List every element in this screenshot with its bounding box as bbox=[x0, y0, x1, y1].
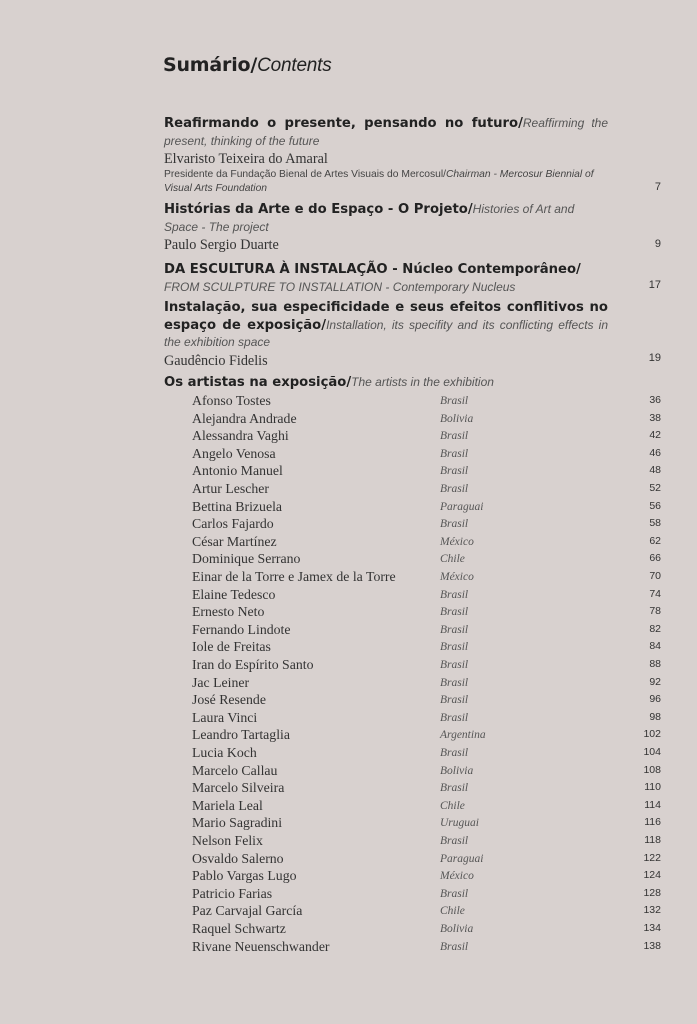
entry-title-pt: Instalação, sua especificidade e seus efeitos conflitivos no espaço de exposição/ bbox=[164, 300, 608, 333]
artist-name: Nelson Felix bbox=[192, 833, 263, 848]
artist-country: Brasil bbox=[440, 835, 469, 847]
artist-name: Raquel Schwartz bbox=[192, 921, 286, 936]
artist-name: Pablo Vargas Lugo bbox=[192, 868, 297, 884]
artist-page-number: 38 bbox=[649, 411, 661, 424]
entry-title bbox=[164, 201, 608, 236]
artist-row[interactable] bbox=[0, 656, 697, 674]
artist-country: Brasil bbox=[440, 887, 469, 900]
entry-title bbox=[164, 115, 608, 150]
artist-page-number: 42 bbox=[649, 429, 661, 442]
artist-name: Alessandra Vaghi bbox=[192, 428, 289, 444]
artist-country: Bolivia bbox=[440, 923, 474, 935]
artist-page-number: 66 bbox=[649, 552, 661, 565]
artist-name: Ernesto Neto bbox=[192, 604, 265, 620]
artist-name: Artur Lescher bbox=[192, 481, 269, 496]
artist-country: Brasil bbox=[440, 782, 469, 795]
artist-page-number: 138 bbox=[643, 939, 661, 952]
entry-author: Gaudêncio Fidelis bbox=[164, 352, 268, 369]
entry-title-pt: Histórias da Arte e do Espaço - O Projeto/ bbox=[164, 202, 473, 217]
artist-row[interactable] bbox=[0, 498, 697, 516]
artist-country: Brasil bbox=[440, 694, 469, 707]
artist-row[interactable] bbox=[0, 515, 697, 533]
artist-country: Brasil bbox=[440, 465, 469, 478]
artist-row[interactable] bbox=[0, 902, 697, 920]
entry-title: DA ESCULTURA À INSTALAÇÃO - Núcleo Contemporâneo/ bbox=[164, 262, 581, 277]
artist-country: Brasil bbox=[440, 641, 469, 654]
artist-page-number: 116 bbox=[644, 816, 661, 829]
artist-name: Angelo Venosa bbox=[192, 445, 276, 461]
artist-row[interactable] bbox=[0, 603, 697, 621]
artist-page-number: 92 bbox=[649, 675, 661, 688]
artist-row[interactable] bbox=[0, 779, 697, 797]
artist-row[interactable] bbox=[0, 674, 697, 692]
artist-name: Afonso Tostes bbox=[192, 393, 271, 408]
entry-title-en: Installation, its specifity and its conflicting effects in the exhibition space bbox=[164, 317, 608, 349]
artist-page-number: 88 bbox=[649, 658, 661, 670]
artist-country: Brasil bbox=[440, 940, 469, 953]
toc-entry-sculpture[interactable] bbox=[164, 261, 624, 296]
toc-entry-reaffirming[interactable] bbox=[164, 115, 608, 195]
artist-name: Iole de Freitas bbox=[192, 639, 271, 655]
artist-country: Chile bbox=[440, 553, 465, 566]
artist-name: César Martínez bbox=[192, 533, 277, 549]
artist-country: Paraguai bbox=[440, 500, 484, 513]
artist-name: Laura Vinci bbox=[192, 709, 258, 725]
artist-country: Brasil bbox=[440, 430, 469, 443]
page-title bbox=[163, 54, 332, 77]
role-pt: Presidente da Fundação Bienal de Artes Visuais do Mercosul/ bbox=[164, 169, 446, 180]
artist-page-number: 114 bbox=[644, 798, 661, 811]
artist-name: Marcelo Callau bbox=[192, 762, 278, 778]
artist-page-number: 78 bbox=[649, 605, 661, 618]
entry-title-en: The artists in the exhibition bbox=[351, 375, 494, 389]
entry-page-number: 17 bbox=[648, 279, 661, 291]
artist-page-number: 58 bbox=[649, 517, 661, 530]
artist-row[interactable] bbox=[0, 814, 697, 832]
artist-row[interactable] bbox=[0, 709, 697, 727]
artist-country: Brasil bbox=[440, 711, 469, 724]
artist-page-number: 48 bbox=[649, 464, 661, 477]
artist-name: Antonio Manuel bbox=[192, 463, 283, 479]
artist-row[interactable] bbox=[0, 832, 697, 850]
artist-country: México bbox=[440, 571, 474, 583]
artist-name: Dominique Serrano bbox=[192, 551, 301, 567]
artist-country: México bbox=[440, 535, 474, 548]
artist-row[interactable] bbox=[0, 427, 697, 445]
entry-title-en: Histories of Art and Space - The project bbox=[164, 202, 575, 234]
role-en: Chairman - Mercosur Biennial of Visual Arts Foundation bbox=[164, 169, 594, 194]
toc-entry-installation[interactable] bbox=[164, 299, 608, 370]
artist-country: Chile bbox=[440, 799, 465, 812]
artist-row[interactable] bbox=[0, 533, 697, 551]
entry-title-pt: Os artistas na exposição/ bbox=[164, 375, 352, 390]
artist-page-number: 74 bbox=[649, 587, 661, 600]
artist-country: Brasil bbox=[440, 395, 469, 407]
artist-page-number: 84 bbox=[649, 640, 661, 653]
artist-name: Osvaldo Salerno bbox=[192, 850, 284, 866]
artist-country: Chile bbox=[440, 905, 465, 918]
artist-page-number: 124 bbox=[643, 869, 661, 882]
artist-row[interactable] bbox=[0, 621, 697, 639]
entry-page-number: 9 bbox=[654, 238, 661, 250]
artist-page-number: 104 bbox=[643, 746, 661, 758]
artist-name: Leandro Tartaglia bbox=[192, 727, 290, 743]
artist-row[interactable] bbox=[0, 410, 697, 428]
artist-country: Brasil bbox=[440, 518, 469, 531]
artist-name: José Resende bbox=[192, 692, 266, 708]
artist-country: Paraguai bbox=[440, 852, 484, 865]
artist-page-number: 96 bbox=[649, 693, 661, 706]
artist-name: Jac Leiner bbox=[192, 674, 250, 690]
artist-country: Brasil bbox=[440, 623, 469, 636]
artist-name: Bettina Brizuela bbox=[192, 498, 283, 514]
entry-title-en: Reaffirming the present, thinking of the future bbox=[164, 116, 608, 148]
toc-entry-histories[interactable] bbox=[164, 201, 608, 254]
artist-row[interactable] bbox=[0, 920, 697, 938]
artist-name: Marcelo Silveira bbox=[192, 780, 285, 796]
artist-page-number: 46 bbox=[649, 446, 661, 459]
artist-row[interactable] bbox=[0, 850, 697, 868]
artist-name: Elaine Tedesco bbox=[192, 586, 276, 602]
artist-country: Brasil bbox=[440, 659, 469, 671]
artist-name: Fernando Lindote bbox=[192, 621, 291, 637]
artist-country: México bbox=[440, 870, 474, 883]
title-pt: Sumário/ bbox=[163, 54, 258, 76]
artist-row[interactable] bbox=[0, 938, 697, 956]
entry-author: Elvaristo Teixeira do Amaral bbox=[164, 151, 328, 167]
artist-name: Paz Carvajal García bbox=[192, 903, 303, 919]
artist-name: Iran do Espírito Santo bbox=[192, 657, 314, 672]
artist-name: Mariela Leal bbox=[192, 797, 263, 813]
artist-row[interactable] bbox=[0, 726, 697, 744]
artist-page-number: 56 bbox=[649, 499, 661, 512]
artist-name: Carlos Fajardo bbox=[192, 516, 274, 532]
artist-row[interactable] bbox=[0, 797, 697, 815]
artist-row[interactable] bbox=[0, 867, 697, 885]
artist-row[interactable] bbox=[0, 691, 697, 709]
artist-page-number: 70 bbox=[649, 570, 661, 582]
artist-page-number: 134 bbox=[643, 922, 661, 934]
artist-country: Bolivia bbox=[440, 412, 474, 425]
artist-page-number: 118 bbox=[644, 834, 661, 846]
artist-country: Bolivia bbox=[440, 764, 474, 777]
artist-country: Brasil bbox=[440, 606, 469, 619]
artist-name: Mario Sagradini bbox=[192, 815, 283, 831]
artist-row[interactable] bbox=[0, 762, 697, 780]
artist-country: Brasil bbox=[440, 747, 469, 759]
artist-row[interactable] bbox=[0, 744, 697, 762]
artist-row[interactable] bbox=[0, 445, 697, 463]
entry-subtitle bbox=[164, 279, 624, 297]
artist-country: Brasil bbox=[440, 588, 469, 601]
artist-row[interactable] bbox=[0, 885, 697, 903]
artist-row[interactable] bbox=[0, 568, 697, 586]
artist-name: Patricio Farias bbox=[192, 885, 273, 901]
entry-title-pt: Reafirmando o presente, pensando no futuro/ bbox=[164, 116, 523, 131]
artist-row[interactable] bbox=[0, 638, 697, 656]
artist-row[interactable] bbox=[0, 550, 697, 568]
artist-page-number: 128 bbox=[643, 886, 661, 899]
entry-page-number: 19 bbox=[648, 352, 661, 364]
artist-page-number: 52 bbox=[649, 482, 661, 494]
artist-page-number: 98 bbox=[649, 710, 661, 723]
artist-page-number: 108 bbox=[643, 763, 661, 776]
artist-page-number: 62 bbox=[649, 534, 661, 547]
artist-name: Einar de la Torre e Jamex de la Torre bbox=[192, 569, 396, 584]
artist-row[interactable] bbox=[0, 462, 697, 480]
toc-entry-artists bbox=[164, 374, 608, 392]
entry-title bbox=[164, 299, 608, 352]
entry-title-en: FROM SCULPTURE TO INSTALLATION - Contemporary Nucleus bbox=[164, 279, 516, 294]
artist-country: Brasil bbox=[440, 447, 469, 460]
artist-row[interactable] bbox=[0, 480, 697, 498]
artist-name: Rivane Neuenschwander bbox=[192, 938, 330, 954]
entry-title bbox=[164, 374, 608, 392]
artist-page-number: 110 bbox=[644, 781, 661, 794]
artist-name: Alejandra Andrade bbox=[192, 410, 297, 426]
artist-country: Brasil bbox=[440, 483, 469, 495]
artist-country: Brasil bbox=[440, 676, 469, 689]
title-en: Contents bbox=[257, 55, 332, 76]
artist-row[interactable] bbox=[0, 392, 697, 410]
artist-page-number: 122 bbox=[643, 851, 661, 864]
artist-page-number: 132 bbox=[643, 904, 661, 917]
artist-country: Uruguai bbox=[440, 817, 479, 830]
artist-country: Argentina bbox=[440, 729, 486, 742]
artist-name: Lucia Koch bbox=[192, 745, 257, 760]
entry-page-number: 7 bbox=[654, 181, 661, 193]
entry-author: Paulo Sergio Duarte bbox=[164, 237, 279, 253]
entry-author-role bbox=[164, 168, 608, 195]
artist-row[interactable] bbox=[0, 586, 697, 604]
artist-page-number: 102 bbox=[643, 728, 661, 741]
artist-page-number: 36 bbox=[649, 394, 661, 406]
artist-page-number: 82 bbox=[649, 622, 661, 635]
